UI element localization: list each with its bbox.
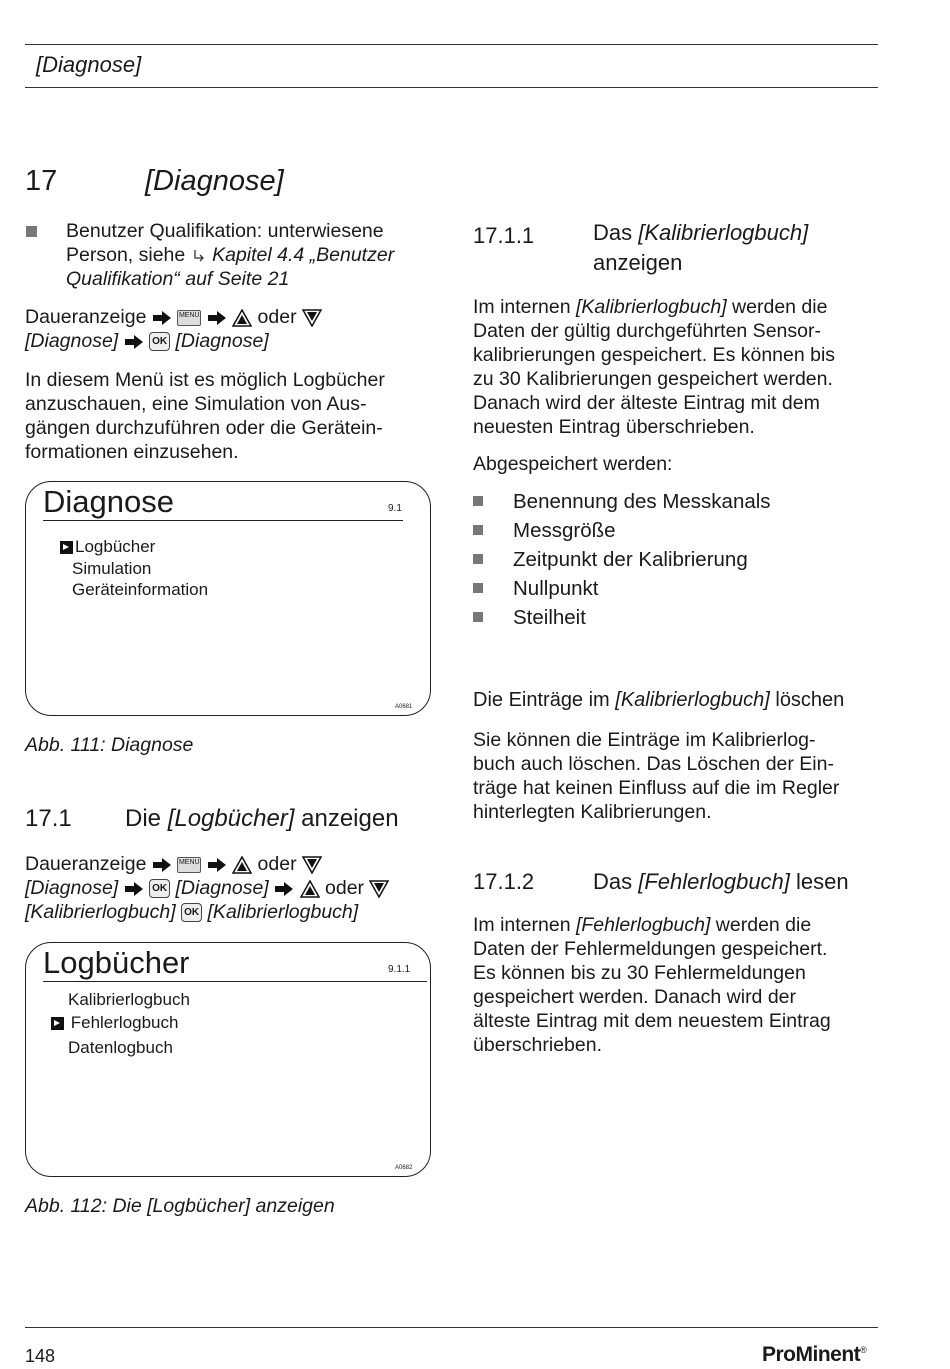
figure-caption-111: Abb. 111: Diagnose [25, 734, 194, 756]
nav-diagnose-target: [Diagnose] [175, 877, 269, 899]
screen-menu-item-geraeteinformation[interactable]: Geräteinformation [72, 580, 209, 599]
nav-diagnose-target: [Diagnose] [175, 330, 269, 352]
nav-oder: oder [257, 853, 297, 875]
screen-menu-number: 9.1 [388, 503, 402, 514]
arrow-right-icon [207, 857, 227, 873]
nav-oder: oder [325, 877, 365, 899]
delete-paragraph: Sie können die Einträge im Kalibrierlog- buch auch löschen. Das Löschen der Ein- träge hat keinen Einfluss auf die im Regler hinterlegten Kalibrierungen. [473, 729, 840, 823]
nav-daueranzeige: Daueranzeige [25, 853, 147, 875]
arrow-right-icon [152, 310, 172, 326]
nav-kalibrierlogbuch-target: [Kalibrierlogbuch] [207, 901, 359, 923]
up-key-icon [232, 856, 252, 874]
qualification-block [66, 219, 446, 291]
intro-line: In diesem Menü ist es möglich Logbücher [25, 369, 385, 391]
footer-rule [25, 1327, 878, 1328]
chapter-number: 17 [25, 165, 58, 197]
qualification-prefix: Person, siehe [66, 244, 191, 266]
intro-line: gängen durchzuführen oder die Gerätein- [25, 417, 383, 439]
section-17-1-2-title: Das [Fehlerlogbuch] lesen [593, 869, 849, 894]
device-screen-logbuecher [25, 942, 431, 1177]
qualification-link[interactable]: Kapitel 4.4 „Benutzer [212, 244, 395, 266]
menu-key-icon: MENU [177, 310, 201, 326]
section-17-1-title: Die [Logbücher] anzeigen [125, 805, 399, 832]
fehlerlogbuch-paragraph: Im internen [Fehlerlogbuch] werden die Daten der Fehlermeldungen gespeichert. Es können bis zu 30 Fehlermeldungen gespeichert werden. Danach wird der älteste Eintrag mit dem neuestem Eintrag überschrieben. [473, 914, 831, 1056]
screen-menu-item-simulation[interactable]: Simulation [72, 559, 152, 578]
figure-code: A0682 [395, 1165, 413, 1171]
qualification-label: Benutzer Qualifikation: [66, 220, 263, 242]
kalibrierlogbuch-paragraph: Im internen [Kalibrierlogbuch] werden die Daten der gültig durchgeführten Sensor- kalibrierungen gespeichert. Es können bis zu 30 Kalibrierungen gespeichert werden. Danach wird der älteste Eintrag mit dem neuesten Eintrag überschrieben. [473, 296, 836, 438]
delete-heading: Die Einträge im [Kalibrierlogbuch] löschen [473, 689, 845, 711]
screen-title: Logbücher [43, 945, 190, 980]
figure-caption-112: Abb. 112: Die [Logbücher] anzeigen [25, 1195, 335, 1217]
header-bottom-rule [25, 87, 878, 88]
screen-menu-item-kalibrierlogbuch[interactable]: Kalibrierlogbuch [68, 990, 190, 1009]
cursor-icon [51, 1017, 64, 1030]
chapter-title: [Diagnose] [145, 165, 284, 197]
cursor-icon [60, 541, 73, 554]
ok-key-icon: OK [149, 332, 170, 351]
prominent-logo: ProMinent® [762, 1343, 867, 1366]
arrow-right-icon [124, 881, 144, 897]
nav-diagnose: [Diagnose] [25, 330, 119, 352]
device-screen-diagnose [25, 481, 431, 716]
screen-title: Diagnose [43, 484, 174, 519]
screen-menu-item-fehlerlogbuch[interactable]: Fehlerlogbuch [51, 1013, 178, 1033]
qualification-bullet [26, 224, 37, 242]
screen-menu-item-logbuecher[interactable]: Logbücher [60, 537, 155, 557]
arrow-right-icon [207, 310, 227, 326]
running-header: [Diagnose] [36, 52, 142, 77]
qualification-text: unterwiesene [262, 220, 384, 242]
menu-key-icon: MENU [177, 857, 201, 873]
nav-diagnose: [Diagnose] [25, 877, 119, 899]
nav-path-1 [25, 305, 445, 353]
down-key-icon [302, 309, 322, 327]
up-key-icon [300, 880, 320, 898]
screen-title-rule [43, 520, 403, 521]
intro-line: anzuschauen, eine Simulation von Aus- [25, 393, 367, 415]
up-key-icon [232, 309, 252, 327]
link-arrow-icon [191, 248, 207, 264]
nav-path-2 [25, 852, 455, 924]
arrow-right-icon [124, 334, 144, 350]
section-17-1-1-number: 17.1.1 [473, 223, 535, 248]
header-top-rule [25, 44, 878, 45]
down-key-icon [369, 880, 389, 898]
section-17-1-2-number: 17.1.2 [473, 869, 535, 894]
ok-key-icon: OK [149, 879, 170, 898]
nav-oder: oder [257, 306, 297, 328]
arrow-right-icon [274, 881, 294, 897]
section-17-1-number: 17.1 [25, 805, 72, 832]
page-number: 148 [25, 1346, 56, 1366]
nav-kalibrierlogbuch: [Kalibrierlogbuch] [25, 901, 176, 923]
saved-label: Abgespeichert werden: [473, 453, 673, 475]
ok-key-icon: OK [181, 903, 202, 922]
screen-menu-item-datenlogbuch[interactable]: Datenlogbuch [68, 1038, 173, 1057]
intro-paragraph [25, 368, 445, 464]
down-key-icon [302, 856, 322, 874]
screen-title-rule [43, 981, 427, 982]
intro-line: formationen einzusehen. [25, 441, 239, 463]
nav-daueranzeige: Daueranzeige [25, 306, 147, 328]
qualification-link-2[interactable]: Qualifikation“ auf Seite 21 [66, 268, 290, 290]
figure-code: A0681 [395, 704, 413, 710]
arrow-right-icon [152, 857, 172, 873]
section-17-1-1-title: Das [Kalibrierlogbuch] anzeigen [593, 220, 809, 275]
screen-menu-number: 9.1.1 [388, 964, 411, 975]
